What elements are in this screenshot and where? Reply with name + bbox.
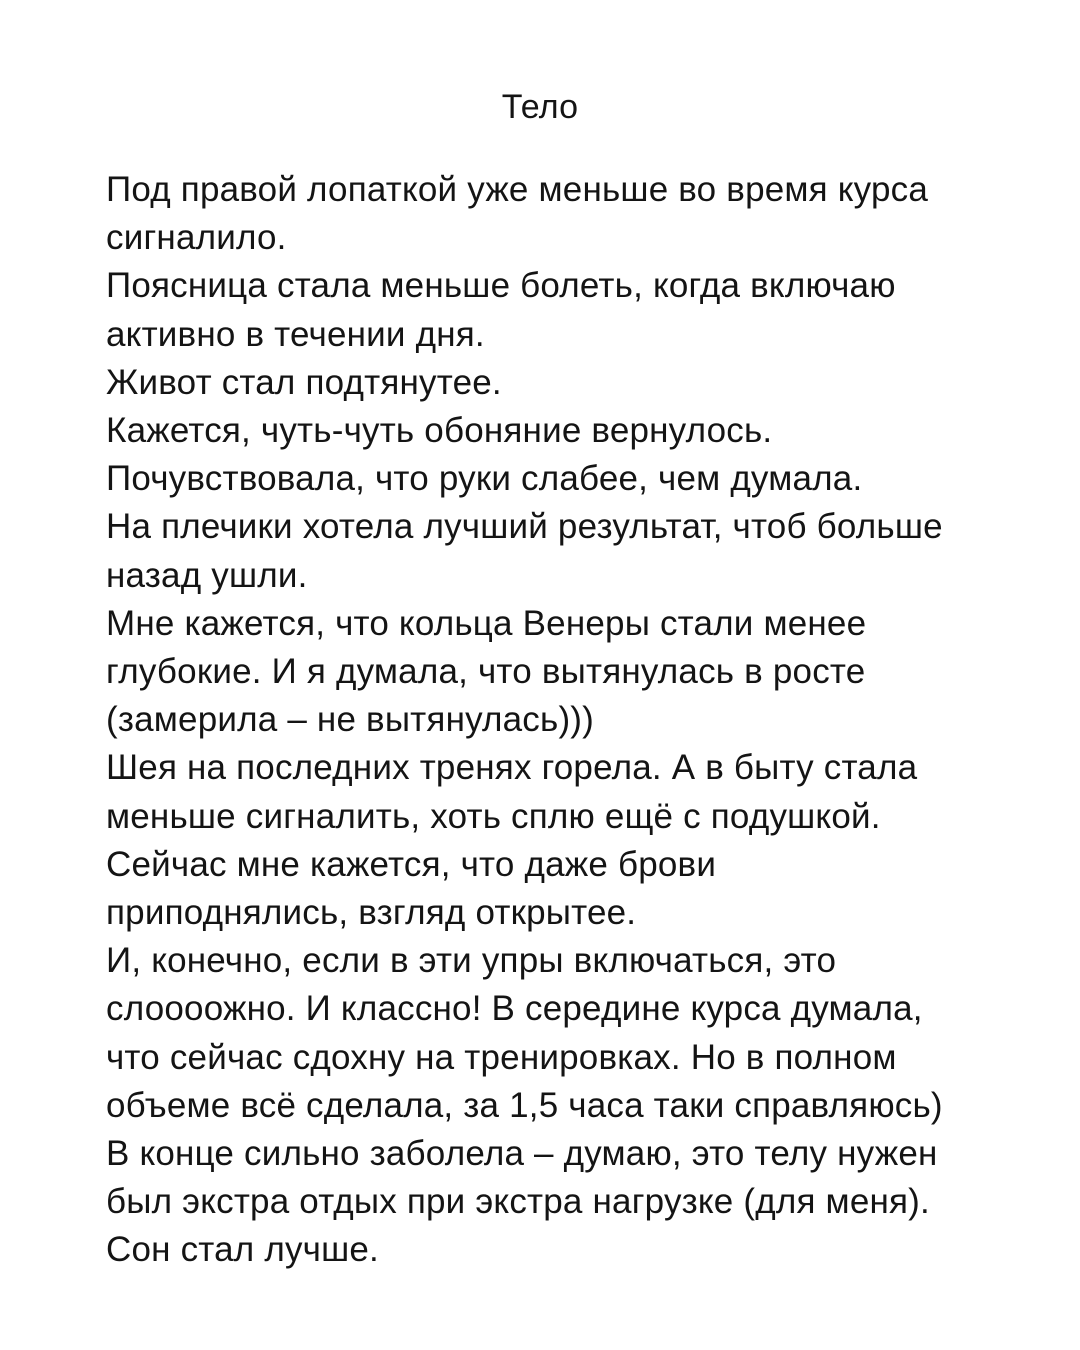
text-line: Мне кажется, что кольца Венеры стали менее (106, 603, 867, 643)
text-line: (замерила – не вытянулась))) (106, 700, 595, 740)
text-line: активно в течении дня. (106, 314, 485, 354)
text-line: Кажется, чуть-чуть обоняние вернулось. (106, 411, 773, 451)
text-line: Сон стал лучше. (106, 1230, 379, 1270)
text-line: На плечики хотела лучший результат, чтоб больше (106, 507, 943, 547)
text-line: В конце сильно заболела – думаю, это телу нужен (106, 1134, 938, 1174)
text-line: И, конечно, если в эти упры включаться, это (106, 941, 837, 981)
document-title: Тело (501, 88, 579, 126)
text-line: объеме всё сделала, за 1,5 часа таки справляюсь) (106, 1085, 943, 1125)
text-line: Под правой лопаткой уже меньше во время курса (106, 170, 928, 209)
text-line: глубокие. И я думала, что вытянулась в росте (106, 652, 866, 692)
text-line: Сейчас мне кажется, что даже брови (106, 844, 717, 884)
text-line: назад ушли. (106, 555, 308, 595)
text-line: что сейчас сдохну на тренировках. Но в полном (106, 1037, 897, 1077)
text-line: Почувствовала, что руки слабее, чем думала. (106, 459, 863, 499)
text-line: слоооожно. И классно! В середине курса думала, (106, 989, 923, 1029)
text-line: меньше сигналить, хоть сплю ещё с подушкой. (106, 796, 881, 836)
text-line: приподнялись, взгляд открытее. (106, 893, 637, 933)
text-line: Живот стал подтянутее. (106, 362, 502, 402)
text-line: сигналило. (106, 218, 287, 258)
text-line: был экстра отдых при экстра нагрузке (для меня). (106, 1182, 930, 1222)
text-line: Поясница стала меньше болеть, когда включаю (106, 266, 896, 306)
text-line: Шея на последних тренях горела. А в быту стала (106, 748, 918, 788)
document-body (106, 166, 1006, 1275)
